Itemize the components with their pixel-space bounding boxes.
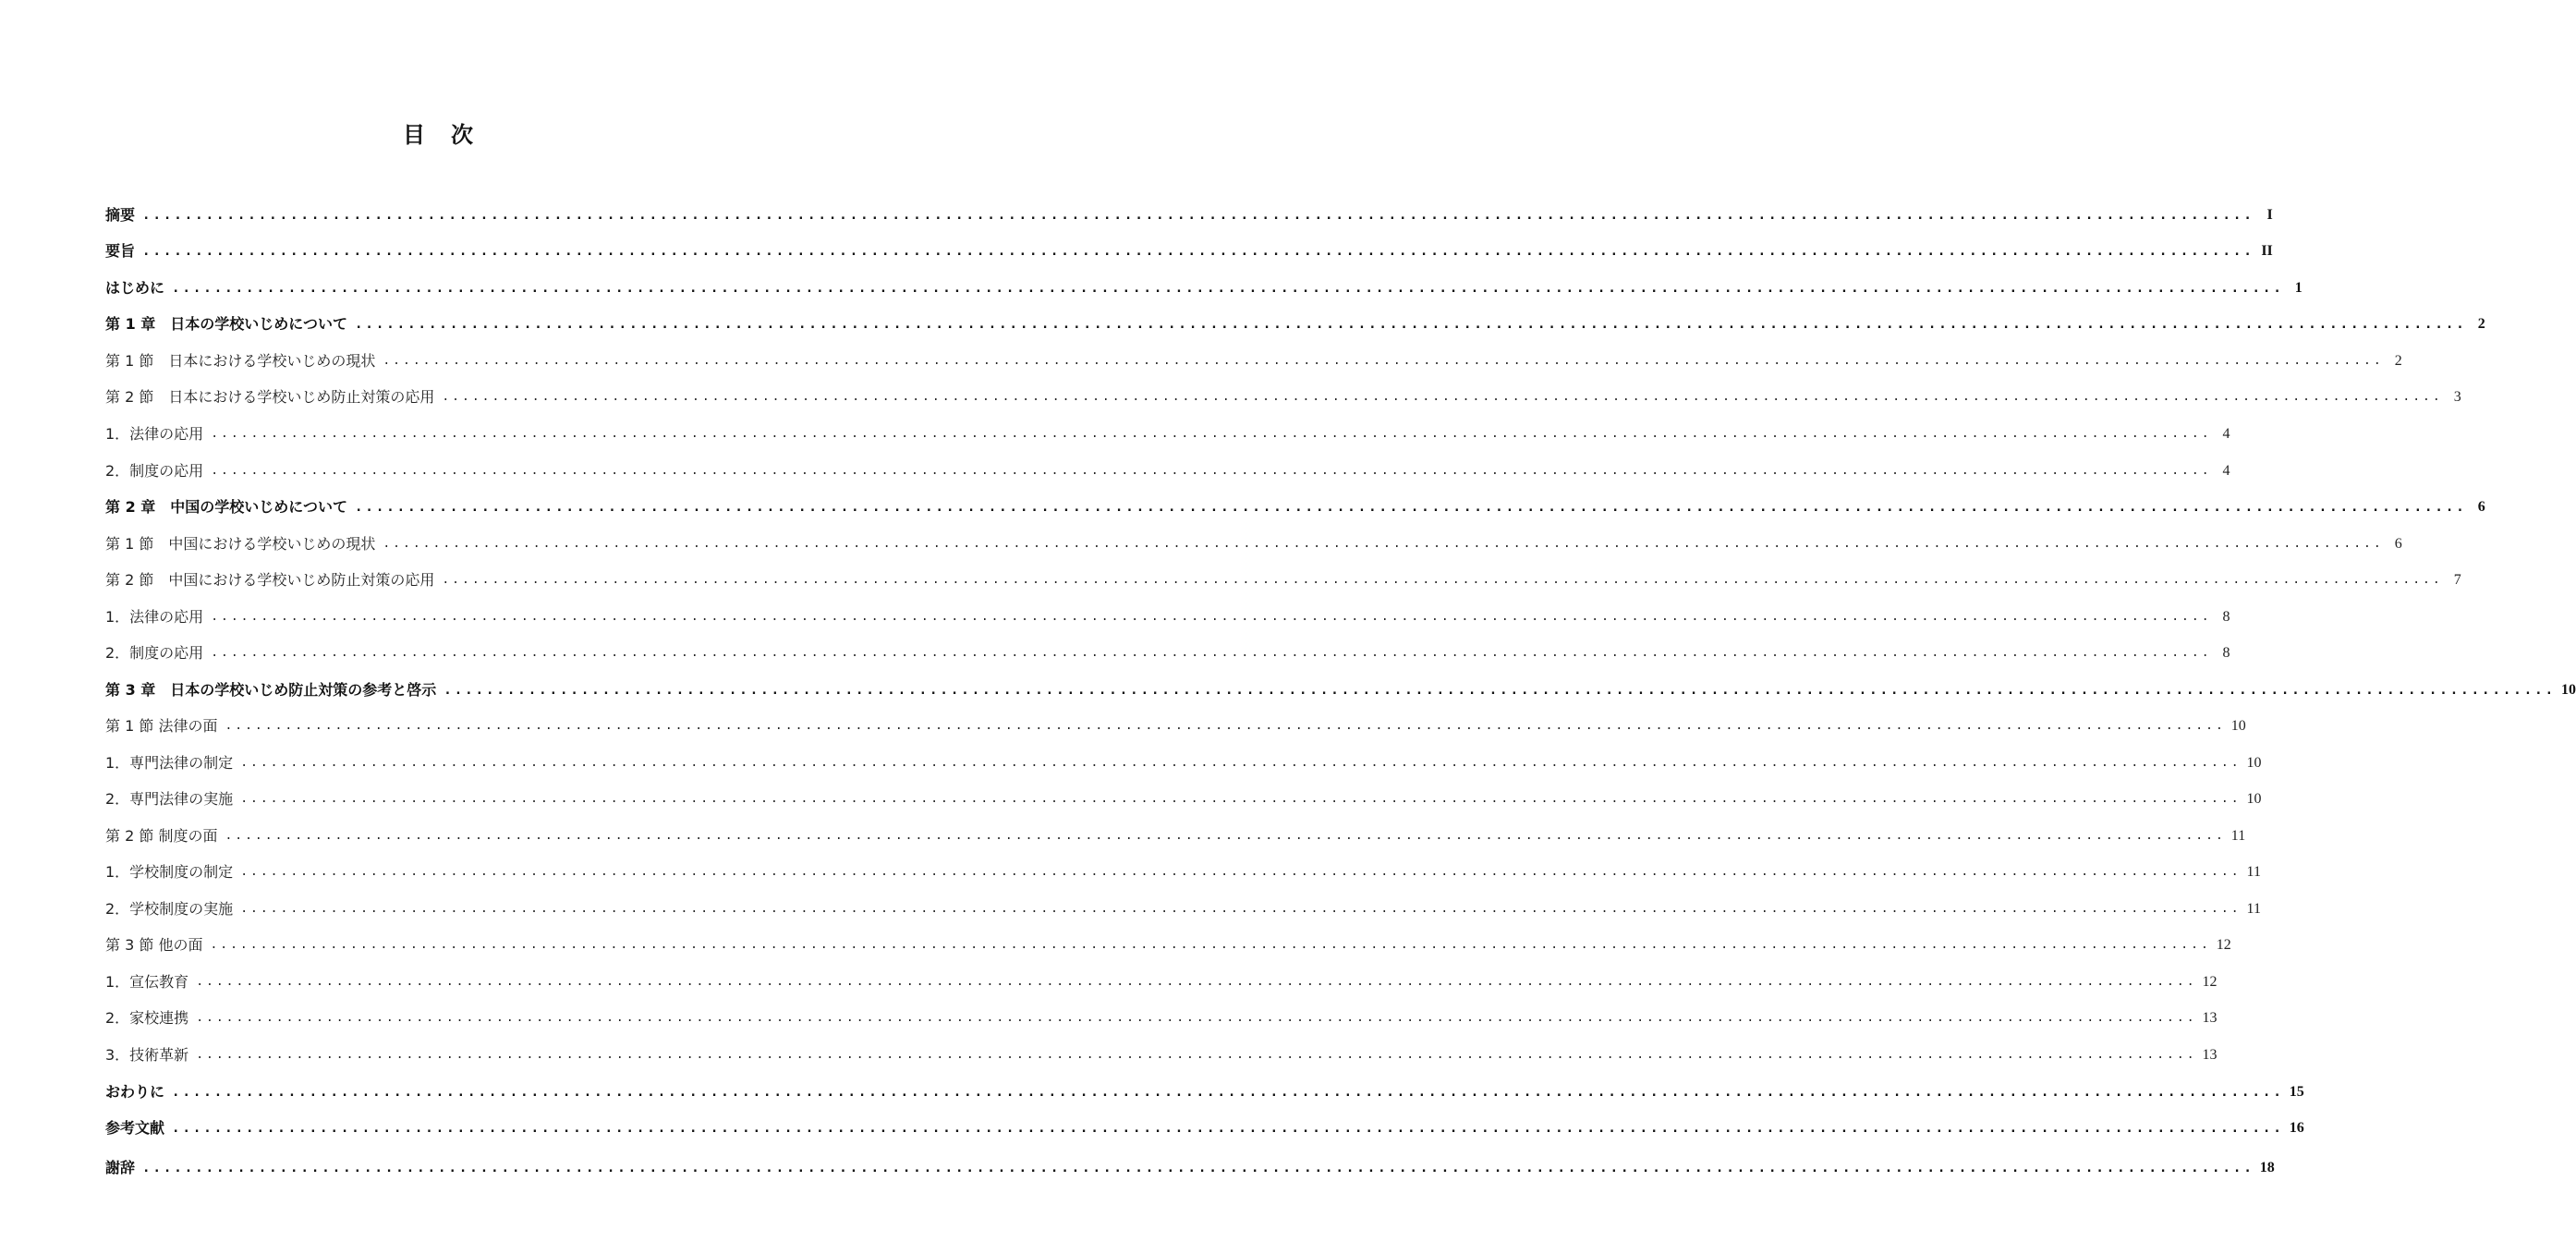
toc-entry-page: II	[2261, 243, 2273, 259]
toc-entry	[105, 1078, 2304, 1106]
toc-leader-dots: ........................................................................................................................................................................................................	[211, 427, 2212, 441]
toc-leader-dots: ........................................................................................................................................................................................................	[444, 683, 2557, 698]
toc-entry-page: 4	[2222, 426, 2230, 442]
toc-entry-page: 15	[2289, 1084, 2304, 1100]
toc-entry	[105, 712, 2246, 740]
toc-entry-page: 12	[2216, 937, 2231, 953]
toc-entry	[105, 420, 2230, 448]
toc-entry	[105, 237, 2273, 265]
toc-entry-page: 6	[2394, 536, 2402, 552]
toc-entry-page: 3	[2453, 389, 2461, 405]
toc-leader-dots: ........................................................................................................................................................................................................	[196, 975, 2197, 989]
toc-entry-label: 第 3 節 他の面	[105, 936, 203, 954]
toc-leader-dots: ........................................................................................................................................................................................................	[354, 317, 2467, 332]
toc-leader-dots: ........................................................................................................................................................................................................	[240, 865, 2242, 879]
toc-entry	[105, 493, 2485, 521]
page-title	[0, 116, 878, 149]
toc-entry-label: 1．専門法律の制定	[105, 754, 234, 772]
toc-entry	[105, 603, 2230, 631]
toc-leader-dots: ........................................................................................................................................................................................................	[211, 646, 2212, 660]
toc-entry-page: 10	[2230, 718, 2246, 734]
toc-leader-dots: ........................................................................................................................................................................................................	[442, 390, 2443, 404]
toc-leader-dots: ........................................................................................................................................................................................................	[142, 1161, 2254, 1175]
toc-entry-page: 11	[2230, 828, 2246, 844]
toc-entry-page: 10	[2246, 755, 2262, 771]
toc-entry-label: 1．法律の応用	[105, 425, 204, 443]
toc-entry	[105, 384, 2461, 411]
toc-entry-page: 4	[2222, 463, 2230, 479]
toc-entry-label: 2．学校制度の実施	[105, 900, 234, 918]
toc-entry	[105, 457, 2230, 485]
toc-entry-label: 参考文献	[105, 1119, 165, 1137]
toc-entry-label: 第 2 節 中国における学校いじめ防止対策の応用	[105, 571, 435, 589]
toc-entry-label: 第 1 章 日本の学校いじめについて	[105, 315, 347, 333]
toc-entry-page: 11	[2246, 864, 2261, 880]
toc-entry-label: 第 2 節 日本における学校いじめ防止対策の応用	[105, 388, 435, 406]
toc-entry	[105, 530, 2402, 558]
toc-leader-dots: ........................................................................................................................................................................................................	[383, 354, 2384, 368]
toc-leader-dots: ........................................................................................................................................................................................................	[354, 500, 2467, 515]
toc-entry	[105, 347, 2402, 375]
toc-entry	[105, 1154, 2275, 1182]
page-title-part1: 目	[403, 122, 427, 148]
toc-leader-dots: ........................................................................................................................................................................................................	[211, 610, 2212, 624]
toc-entry	[105, 310, 2485, 338]
toc-entry	[105, 968, 2218, 996]
toc-entry-label: おわりに	[105, 1083, 165, 1101]
toc-entry-label: 2．制度の応用	[105, 462, 204, 480]
toc-leader-dots: ........................................................................................................................................................................................................	[383, 537, 2384, 551]
toc-entry-label: 1．学校制度の制定	[105, 863, 234, 881]
toc-leader-dots: ........................................................................................................................................................................................................	[172, 1121, 2284, 1136]
toc-entry-label: はじめに	[105, 279, 165, 297]
toc-entry	[105, 895, 2261, 923]
toc-entry-label: 1．宣伝教育	[105, 973, 189, 991]
toc-entry-label: 3．技術革新	[105, 1046, 189, 1064]
toc-entry-page: 1	[2294, 280, 2303, 296]
toc-entry	[105, 822, 2246, 850]
toc-entry	[105, 1005, 2218, 1032]
toc-leader-dots: ........................................................................................................................................................................................................	[172, 1085, 2284, 1100]
toc-entry-page: 7	[2453, 572, 2461, 588]
toc-entry	[105, 749, 2262, 777]
toc-entry-page: 10	[2561, 682, 2576, 698]
toc-entry-label: 2．専門法律の実施	[105, 790, 234, 808]
toc-leader-dots: ........................................................................................................................................................................................................	[442, 573, 2443, 587]
toc-leader-dots: ........................................................................................................................................................................................................	[142, 208, 2254, 223]
toc-entry-label: 摘要	[105, 206, 136, 224]
toc-leader-dots: ........................................................................................................................................................................................................	[225, 719, 2226, 733]
toc-entry-label: 1．法律の応用	[105, 608, 204, 626]
toc-entry-page: 6	[2477, 499, 2485, 515]
toc-entry	[105, 639, 2230, 667]
toc-leader-dots: ........................................................................................................................................................................................................	[240, 792, 2242, 806]
toc-entry-page: 12	[2202, 974, 2218, 990]
toc-leader-dots: ........................................................................................................................................................................................................	[225, 829, 2226, 843]
toc-leader-dots: ........................................................................................................................................................................................................	[196, 1011, 2197, 1025]
toc-entry-page: I	[2266, 207, 2273, 223]
toc-entry-page: 10	[2246, 791, 2262, 807]
toc-entry-page: 13	[2202, 1047, 2218, 1063]
toc-entry-label: 第 1 節 法律の面	[105, 717, 218, 735]
toc-leader-dots: ........................................................................................................................................................................................................	[196, 1048, 2197, 1062]
toc-entry-page: 11	[2246, 901, 2261, 917]
toc-entry-label: 第 1 節 中国における学校いじめの現状	[105, 535, 376, 553]
toc-leader-dots: ........................................................................................................................................................................................................	[240, 902, 2242, 916]
toc-entry	[105, 676, 2576, 704]
toc-entry-page: 8	[2222, 645, 2230, 661]
toc-leader-dots: ........................................................................................................................................................................................................	[240, 756, 2242, 770]
toc-leader-dots: ........................................................................................................................................................................................................	[210, 938, 2211, 952]
toc-entry-label: 2．家校連携	[105, 1009, 189, 1027]
toc-entry	[105, 1114, 2304, 1142]
toc-leader-dots: ........................................................................................................................................................................................................	[211, 464, 2212, 478]
toc-leader-dots: ........................................................................................................................................................................................................	[172, 281, 2284, 296]
toc-entry-page: 2	[2394, 353, 2402, 369]
toc-entry	[105, 932, 2231, 959]
toc-entry	[105, 566, 2461, 594]
toc-entry-label: 謝辞	[105, 1159, 136, 1176]
toc-entry-page: 8	[2222, 609, 2230, 625]
toc-entry-page: 16	[2289, 1120, 2304, 1136]
toc-entry	[105, 201, 2273, 229]
toc-entry-page: 13	[2202, 1010, 2218, 1026]
toc-entry-label: 2．制度の応用	[105, 644, 204, 662]
toc-entry	[105, 858, 2261, 886]
toc-entry-label: 第 3 章 日本の学校いじめ防止対策の参考と啓示	[105, 681, 437, 699]
toc-entry-page: 2	[2477, 316, 2485, 332]
toc-entry	[105, 1041, 2218, 1069]
toc-entry-label: 要旨	[105, 242, 136, 260]
toc-entry-label: 第 2 章 中国の学校いじめについて	[105, 498, 347, 516]
toc-entry-page: 18	[2259, 1160, 2275, 1175]
page-title-part2: 次	[451, 122, 475, 148]
toc-entry	[105, 785, 2262, 813]
toc-entry-label: 第 1 節 日本における学校いじめの現状	[105, 352, 376, 370]
toc-entry-label: 第 2 節 制度の面	[105, 827, 218, 845]
toc-entry	[105, 274, 2303, 302]
toc-leader-dots: ........................................................................................................................................................................................................	[142, 244, 2254, 259]
